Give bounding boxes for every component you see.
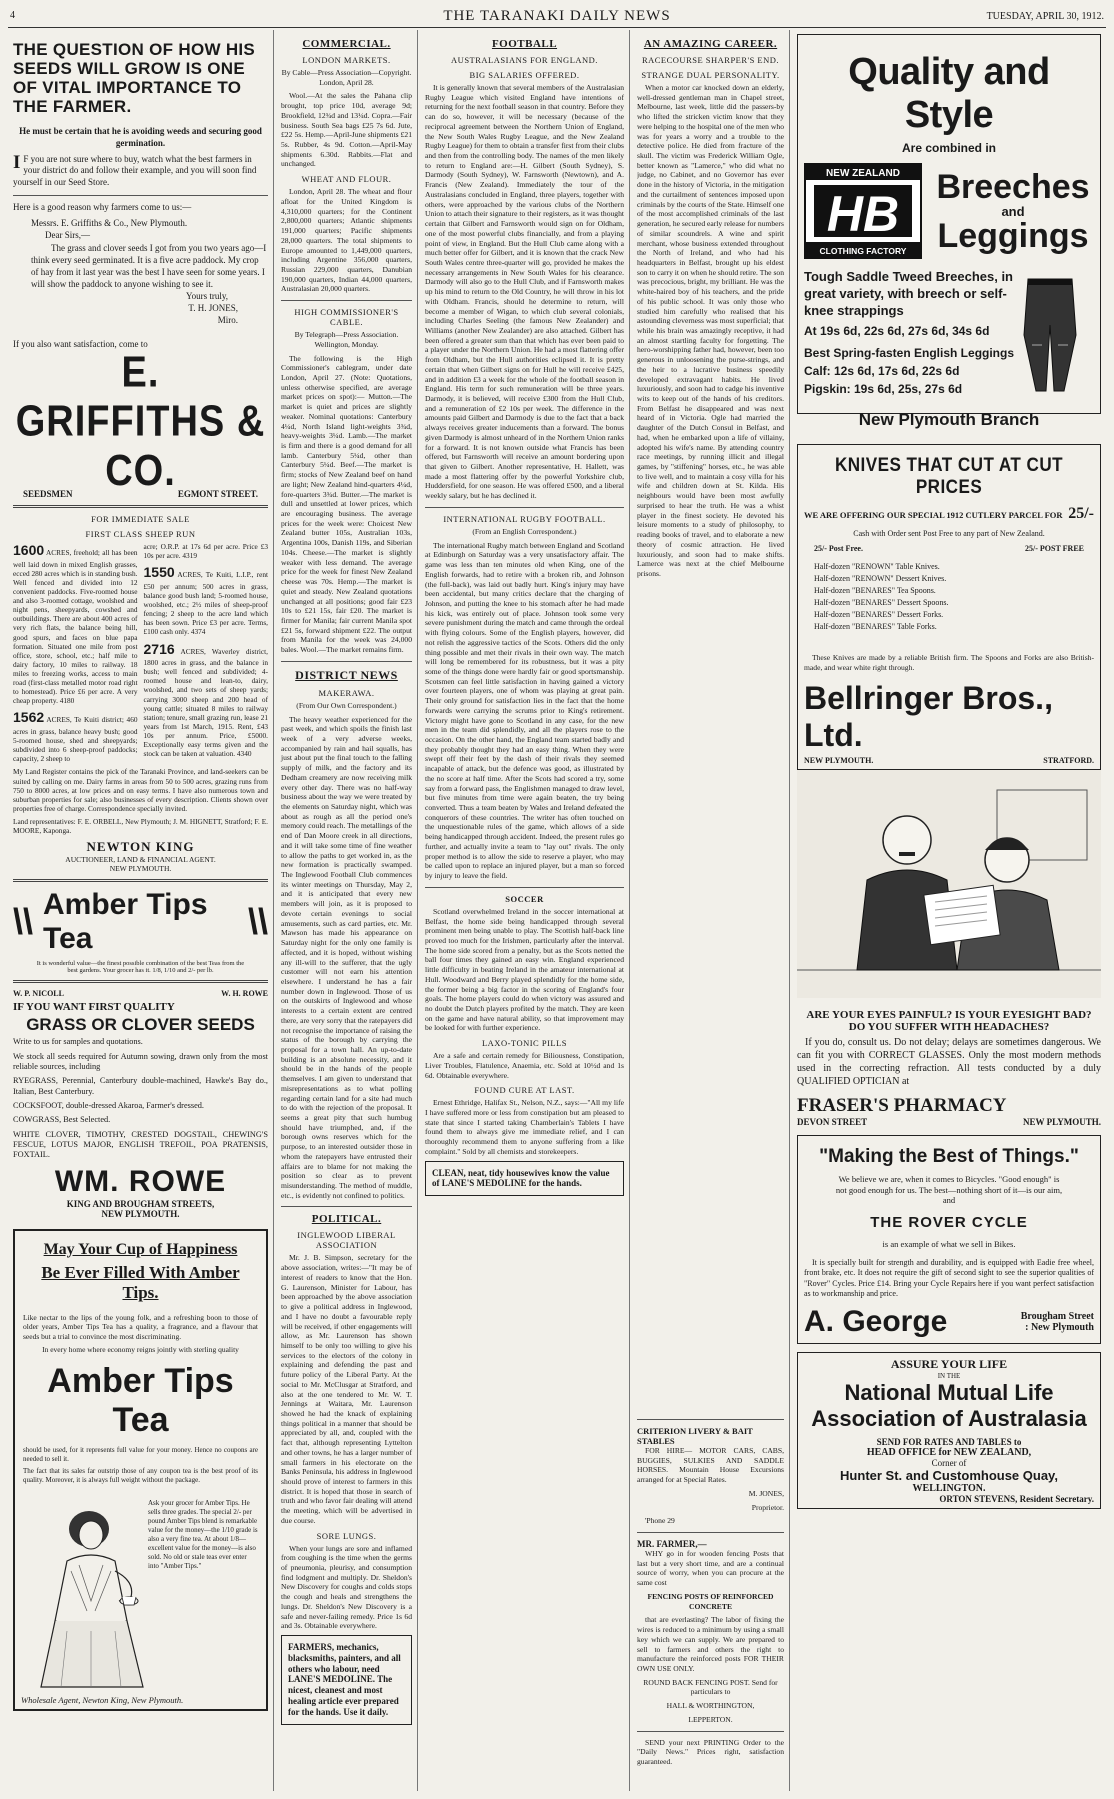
farmer-text3: ROUND BACK FENCING POST. Send for particulars to (643, 1677, 778, 1697)
clean-advert: CLEAN, neat, tidy housewives know the value of LANE'S MEDOLINE for the hands. (425, 1161, 624, 1197)
woman-with-teacup-illustration (27, 1501, 157, 1691)
amber-tips-sub: It is wonderful value—the finest possible combination of the best Teas from the best gardens. Your grocer has it. 1/8, 1/10 and 2/- per lb. (36, 960, 245, 975)
commercial-heading: COMMERCIAL. (302, 38, 391, 50)
sharper-heading: RACECOURSE SHARPER'S END. (641, 55, 780, 65)
makerawa-by: (From Our Own Correspondent.) (296, 700, 397, 710)
farmer-heading: MR. FARMER,— (637, 1539, 707, 1550)
griffiths-name: E. GRIFFITHS & CO. (15, 348, 266, 496)
land-reps: Land representatives: F. E. ORBELL, New Plymouth; J. M. HIGNETT, Stratford; F. E. MOORE, Kaponga. (13, 816, 268, 836)
australasians-heading: AUSTRALASIANS FOR ENGLAND. (451, 55, 598, 65)
in-the: IN THE (937, 1372, 961, 1381)
orton-stevens: ORTON STEVENS, Resident Secretary. (939, 1493, 1094, 1504)
hb-advert (797, 34, 1101, 429)
salaries-heading: BIG SALARIES OFFERED. (469, 70, 580, 80)
knives-cash: Cash with Order sent Post Free to any part of New Zealand. (853, 529, 1045, 538)
issue-date: TUESDAY, APRIL 30, 1912. (986, 11, 1104, 22)
hunter-st: Hunter St. and Customhouse Quay, (840, 1467, 1058, 1483)
assure-heading: ASSURE YOUR LIFE (890, 1357, 1008, 1372)
nmla-name-1: National Mutual Life (844, 1380, 1054, 1406)
hb-logo-icon (804, 163, 922, 259)
career-heading: AN AMAZING CAREER. (643, 38, 778, 50)
listing: 1562 ACRES, Te Kuiti district; 460 acres in grass, balance heavy bush; good 5-roomed house, shed and sheepyards; subdivided into 6 sheep-proof paddocks; capacity, 2 sheep to (13, 709, 138, 764)
farmer-text: WHY go in for wooden fencing Posts that last but a very short time, and are a continual source of worry, when you can procure at the same cost (637, 1549, 784, 1588)
makerawa-heading: MAKERAWA. (318, 687, 375, 698)
grass-line: COWGRASS, Best Selected. (13, 1115, 111, 1125)
adv-title: Amber Tips Tea (47, 1361, 234, 1439)
political-heading: POLITICAL. (311, 1213, 382, 1226)
amber-tips-advert (13, 1229, 268, 1711)
london-markets-by: By Cable—Press Association—Copyright. London, April 28. (281, 68, 412, 87)
breeches-leggings: Breeches and Leggings (936, 167, 1090, 255)
land-register: My Land Register contains the pick of the Taranaki Province, and land-seekers can be suited by calling on me. Dairy farms in areas from 50 to 500 acres, grazing runs from 750 to 8000 acres, at low prices and on easy terms. I have also numerous town and suburban properties for sale; also businesses of every description. Clients shown over properties free of charge. Correspondence specially invited. (13, 767, 268, 813)
london-markets-text: Wool.—At the sales the Pahana clip brought, top price 10d, average 9d; Brookfield, 12¾d and 13¼d. Copra.—Fair business. South Sea bags £25 7s 6d. Jute, £22 5s. Hemp.—April-June shipments £21 5s. Rubber, 4s 9d. Cotton.—April-May shipments 6.30d. Rabbits.—Flat and unchanged. (281, 91, 412, 169)
farmer-text2: that are everlasting? The labor of fixing the wires is reduced to a minimum by using a small key which we can supply. We are prepared to sell to farmers and others the right to manufacture the reinforced posts FOR THEIR OWN USE ONLY. (637, 1615, 784, 1673)
nmla-name-2: Association of Australasia (811, 1406, 1087, 1432)
sore-lungs-heading: SORE LUNGS. (316, 1530, 377, 1541)
soccer-text: Scotland overwhelmed Ireland in the soccer international at Belfast, the home side being handicapped through several prominent men being unable to play. The Scottish half-back line proved too much for the Irishmen, particularly after the interval. The home side scored from a penalty, but as the Scots netted the ball four times they gained an easy win. England experienced little difficulty in beating Ireland in the amateur international at Hull. Woodward and Berry played splendidly for the home side, the former being a big factor in the scoring of England's four goals. The home players could do when victory was assured and no doubt the Dutch players profited by the match. They are keen on the game and have natural ability, so that improvement may be looked for with further experience. (425, 906, 624, 1033)
drop-cap: I (13, 151, 21, 173)
football-heading: FOOTBALL (491, 38, 558, 50)
slash-ornament-right: \\ (247, 901, 268, 943)
rover-advert (797, 1135, 1101, 1344)
liberal-heading: INGLEWOOD LIBERAL ASSOCIATION (297, 1230, 396, 1251)
mbt-heading: "Making the Best of Things." (819, 1145, 1079, 1167)
mbt-text: We believe we are, when it comes to Bicycles. "Good enough" is not good enough for us. The best—nothing short of it—is our aim, and (835, 1173, 1063, 1206)
found-cure-text: Ernest Ethridge, Halifax St., Nelson, N.Z., says:—"All my life I have suffered more or less from constipation but am pleased to state that since I started taking Chamberlain's Tablets I have found them to always give me immediate relief, and I can thoroughly recommend them to anyone suffering from a like complaint." Sold by all chemists and storekeepers. (425, 1098, 624, 1156)
criterion-role: Proprietor. (751, 1502, 784, 1512)
column-3 (420, 30, 630, 1791)
adv-heading-1: May Your Cup of Happiness (43, 1240, 238, 1258)
tweed-prices: At 19s 6d, 22s 6d, 27s 6d, 34s 6d (804, 323, 990, 338)
newspaper-title: THE TARANAKI DAILY NEWS (443, 8, 671, 24)
adv-body: Like nectar to the lips of the young folk, and a refreshing boon to those of older years, Amber Tips Tea has a quality, a fragrance, and a flavour that seeds but a trial to convince the most discriminating. (23, 1312, 258, 1341)
seeds-p1: He must be certain that he is avoiding weeds and securing good germination. (19, 126, 262, 148)
column-1 (8, 30, 274, 1791)
agent-title: AUCTIONEER, LAND & FINANCIAL AGENT. (65, 855, 216, 865)
knives-note: These Knives are made by a reliable British firm. The Spoons and Forks are also British-made, and wear white right through. (804, 653, 1094, 672)
land-listings (13, 542, 268, 767)
corner-of: Corner of (931, 1457, 967, 1468)
wheat-text: London, April 28. The wheat and flour afloat for the United Kingdom is 4,310,000 quarters; for the Continent 2,800,000 quarters; Atlantic shipments 191,000 quarters; Pacific shipments 28,000 quarters. The total shipments to Europe amounted to 1,449,000 quarters, including Argentine 356,000 quarters, Russian 229,000 quarters, Danubian 190,000 quarters, Indian 44,000 quarters, Australasian 20,000 quarters. (281, 187, 412, 294)
adv-side: Ask your grocer for Amber Tips. He sells three grades. The special 2/- per pound Amber Tips blend is remarkable value for the money—the 1/10 grade is also a very fine tea. At about 1/8—excellent value for the money—is also sold. No old or stale teas ever enter into "Amber Tips." (148, 1498, 258, 1571)
knives-advert (797, 444, 1101, 770)
calf-prices: Calf: 12s 6d, 17s 6d, 22s 6d (804, 363, 960, 378)
printing-ad: SEND your next PRINTING Order to the "Daily News." Prices right, satisfaction guaranteed. (637, 1737, 784, 1766)
george-address-2: : New Plymouth (1025, 1322, 1094, 1334)
commissioner-heading: HIGH COMMISSIONER'S CABLE. (294, 307, 399, 328)
liberal-text: Mr. J. B. Simpson, secretary for the above association, writes:—"It may be of interest of readers to know that the Hon. G. Laurenson, Minister for Labour, has been approached by the above association to give a political address in Inglewood, and I have no doubt a favourable reply will be received, if other engagements will allow, as Mr. Laurenson has shown himself to be only too willing to give his services to the electors of the colony in explaining and defending the past and future policy of the Liberal Party. At the social to Mr. McClusgar at Stratford, and also at the one tendered to Mr. W. T. Jennings at Waitara, Mr. Laurenson showed he had the knack of explaining things political in a manner that should be appreciated by all, and, coupled with the fact that, although representing Lyttelton and other towns, he has a larger number of small farmers in his electorate on the Banks Peninsula, his address in Inglewood should prove of interest to farmers in this district. It is hoped that those in search of truth and who favor fair dealing will attend the meeting, which will be advertised in due course. (281, 1253, 412, 1525)
seeds-headline: THE QUESTION OF HOW HIS SEEDS WILL GROW IS ONE OF VITAL IMPORTANCE TO THE FARMER. (13, 40, 256, 117)
combined-text: Are combined in (901, 141, 996, 155)
knife-item: Half-dozen "RENOWN" Table Knives. (814, 562, 940, 571)
rover-text2: It is specially built for strength and durability, and is equipped with Eadie free wheel, front brake, etc. It does not require the gift of second sight to see the superior qualities of "Rover" Cycles. Price £14. Bring your Cycle Repairs here if you want perfect satisfaction as to workmanship and price. (804, 1258, 1094, 1298)
commissioner-text: The following is the High Commissioner's cablegram, under date London, April 27. (Note: Quotations, unless otherwise specified, are average market prices on spot):— Mutton.—The market is quiet and prices are slightly weaker. Nominal quotations: Canterbury 4¼d, North Island light-weights 3¾d, heavy-weights 3¼d. Lamb.—The market is firm and there is a good demand for all lamb. Canterbury 5¼d, other than Canterbury 5¼d. Beef.—The market is firm; stocks of New Zealand beef on hand are light; New Zealand hind-quarters 4¼d, fore-quarters 3¾d. Butter.—The market is dull and unsettled at lower prices, which are encouraging business. The average prices for the week were: Choicest New Zealand butter 105s, Australian 103s, Argentina 100s, Danish 119s, and Siberian 104s. Cheese.—The market is slightly weaker with less demand. The average price for the week for finest New Zealand cheese was 70s. Hemp.—The market is quiet and steady. New Zealand quotations unchanged at all positions; good fair £23 10s to £21 15s, fair £20. The market is firmer for Manila; fair current Manila spot £21 5s, forward shipment £22. The output from Manila for the week was 24,000 bales. Wool.—The market remains firm. (281, 353, 412, 655)
column-2 (276, 30, 418, 1791)
listing: 1600 ACRES, freehold; all has been well laid down in mixed English grasses, ecced 280 acres which is in standing bush. Well fenced and divided into 12 convenient paddocks. Five-roomed house and also 3-roomed cottage, woolshed and night pens, sheepyards, cowshed and outbuildings. There are about 400 acres of very rich flats, the balance being hill, good spurs, and faces on blue papa formation. Situated one mile from post office, store, school, etc.; half mile to dairy factory, 10 miles to railway. 18 miles to freezing works, access to main road (first-class metalled motor road right to homestead). Price £6 per acre. A very cheap property. 4180 (13, 542, 138, 706)
hb-top-text: NEW ZEALAND (826, 168, 900, 179)
commissioner-by: By Telegraph—Press Association. Wellington, Monday. (294, 330, 399, 349)
two-men-reading-illustration (797, 770, 1101, 998)
fraser-name: FRASER'S PHARMACY (797, 1094, 1007, 1116)
knives-heading: KNIVES THAT CUT AT CUT PRICES (834, 455, 1064, 498)
knife-item: Half-dozen "BENARES" Table Forks. (814, 622, 937, 631)
grass-line: COCKSFOOT, double-dressed Akaroa, Farmer's dressed. (13, 1100, 204, 1110)
bellringer-places: NEW PLYMOUTH. STRATFORD. (804, 756, 1094, 766)
farmer-sub: FENCING POSTS OF REINFORCED CONCRETE (647, 1591, 774, 1611)
griffiths-address: SEEDSMEN EGMONT STREET. (23, 489, 258, 500)
quality-heading: Quality and Style (848, 51, 1050, 136)
george-address-1: Brougham Street (1020, 1311, 1094, 1323)
knife-item: Half-dozen "BENARES" Tea Spoons. (814, 586, 936, 595)
seeds-p4: If you also want satisfaction, come to (13, 338, 148, 349)
knives-offer: WE ARE OFFERING OUR SPECIAL 1912 CUTLERY PARCEL FOR 25/- (804, 505, 1094, 522)
adv-foot: Wholesale Agent, Newton King, New Plymouth. (21, 1694, 184, 1705)
amber-tips-title: Amber Tips Tea (43, 888, 208, 956)
testimonial-letter: Messrs. E. Griffiths & Co., New Plymouth. Dear Sirs,— The grass and clover seeds I got from you two years ago—I think every seed germinated. It is a five acre paddock. My crop of hay from it last year was the best I have seen for some years. I will show the paddock to anyone wishing to see it. Yours truly, T. H. JONES, Miro. (31, 218, 267, 326)
laxo-heading: LAXO-TONIC PILLS (481, 1038, 568, 1049)
agent-name: NEWTON KING (86, 839, 195, 855)
trousers-icon (1020, 275, 1080, 395)
international-by: (From an English Correspondent.) (472, 526, 577, 536)
george-name: A. George (804, 1305, 948, 1339)
knife-item: Half-dozen "RENOWN" Dessert Knives. (814, 574, 947, 583)
london-markets-heading: LONDON MARKETS. (302, 55, 391, 65)
wheat-heading: WHEAT AND FLOUR. (301, 174, 392, 185)
sale-subheading: FIRST CLASS SHEEP RUN (85, 529, 196, 540)
column-4 (632, 30, 790, 1791)
farmer-place: LEPPERTON. (688, 1714, 733, 1724)
head-office: HEAD OFFICE for NEW ZEALAND, (866, 1446, 1032, 1458)
criterion-name: M. JONES, (748, 1488, 784, 1498)
international-heading: INTERNATIONAL RUGBY FOOTBALL. (443, 513, 606, 524)
seeds-p2: I F you are not sure where to buy, watch what the best farmers in your district do and follow their example, and you will soon find yourself in our Seed Store. (13, 151, 257, 187)
dual-heading: STRANGE DUAL PERSONALITY. (641, 70, 780, 80)
fraser-address: DEVON STREET NEW PLYMOUTH. (797, 1116, 1101, 1127)
bellringer-name: Bellringer Bros., Ltd. (804, 680, 1053, 754)
australasians-text: It is generally known that several members of the Australasian Rugby League which visited England have intentions of returning for the next football season in that country. Before they can do so, however, it will be necessary (because of the reciprocal agreement between the Northern Union of England, the New South Wales Rugby League, and the New Zealand Rugby League) for them to obtain a transfer first from their clubs and then from the controlling body. The names of the men likely to return to England are:—H. Gilbert (South Sydney), S. Darmody (South Sydney), W. Farnsworth (Newtown), and A. Francis (New Zealand). Immediately the tour of the Australasians concluded in England, three players, together with others, were approached by the various clubs of the Northern Union to attach their signature to their registers, as it was thought certain that Gilbert and Farnsworth would sign on for Oldham, one of the most powerful clubs financially, and from a playing point of view, in England. But the Hull Club came along with a much better offer for Gilbert, and it is known that the crack New South Wales centre three-quarter will go, provided he makes the necessary arrangements in New South Wales for his clearance. Darmody will also go to the Hull Club, and if Farnsworth makes up his mind to return to the Old Country, he will throw in his lot with Oldham. Francis, should he determine to return, will become a member of Wigan, to which club several colonials, including Charles Seeling (the famous New Zealander) and Williams (another New Zealander) are also attached. Gilbert has been offered a greater sum than that which has ever been paid to a player under the Northern Union. He had a most flattering offer from Oldham, but the Hull authorities eclipsed it. It is pretty certain that when Gilbert signs on for Hull he will receive £425, and in addition £3 a week for the whole of the football season in England. His term for such remuneration will be three years. Darmody, it is believed, will receive £300 from the Hull Club, and a remuneration of £2 10s per week. The difference in the amounts paid Gilbert and Darmody is due to the fact that a back always receives greater inducements than a forward. The bonus given Darmody is almost unheard of in the Northern Union ranks for a forward. It is not known outside what Francis has been offered, but Farnsworth will receive an amount bordering upon that given to Gilbert. Another representative, H. Hallett, was made a most flattering offer by the powerful Yorkshire club, Huddersfield, for one season. He was offered £500, and a liberal weekly salary, but he has declined it. (425, 83, 624, 501)
tweed-text: Tough Saddle Tweed Breeches, in great variety, with breech or self-knee strappings (804, 269, 1014, 318)
branch-name: New Plymouth Branch (858, 409, 1040, 429)
medoline-advert: FARMERS, mechanics, blacksmiths, painters, and all others who labour, need LANE'S MEDOLINE. The nicest, cleanest and most healing article ever prepared for the hands. Use it daily. (281, 1635, 412, 1725)
sore-lungs-text: When your lungs are sore and inflamed from coughing is the time when the germs of pneumonia, pleurisy, and consumption find lodgment and multiply. Dr. Sheldon's New Discovery for coughs and colds stops the cough and heals and strengthens the lungs. Dr. Sheldon's New Discovery is a safe and never-failing remedy. Price 1s 6d and 3s. Obtainable everywhere. (281, 1543, 412, 1631)
rowe-addr2: NEW PLYMOUTH. (101, 1208, 180, 1219)
listing: 2716 ACRES, Waverley district, 1800 acres in grass, and the balance in bush; well fenced and subdivided; 4-roomed house and lean-to, dairy, woolshed, and two sets of sheep yards; carrying 3000 sheep and 200 head of young cattle; situated 8 miles to railway station; tenure, small grazing run, lease 21 years from 1st March, 1915. Rent, £43 10s per annum. Price, £5000. Exceptionally easy terms given and the stock can be taken at valuation. 4340 (143, 640, 268, 759)
listing-extra: acre; O.R.P. at 17s 6d per acre. Price £3 10s per acre. 4319 (143, 542, 268, 561)
criterion-text: FOR HIRE— MOTOR CARS, CABS, BUGGIES, SULKIES AND SADDLE HORSES. Mountain House Excursions arranged for at Special Rates. (637, 1446, 784, 1485)
criterion-phone: 'Phone 29 (645, 1516, 675, 1526)
page-number: 4 (10, 10, 15, 21)
agent-place: NEW PLYMOUTH. (109, 864, 172, 874)
career-text: When a motor car knocked down an elderly, well-dressed gentleman man in Chapel street, Melbourne, last week, little did the passers-by who lifted the stricken victim know that they were helping to the hospital one of the men who was for years a worry and a trouble to the detective police. He died from fracture of the skull. The victim was Frederick William Ogle, better known as "Lamerce," who did what no judge, no Cabinet, and no Governor has ever done in the history of Victoria, in the mitigation and the curtailment of sentences imposed upon criminals by the courts of the State. Himself one of the most accomplished criminals of the last generation, he secured early release for numbers of similar scoundrels. A wine and spirit merchant, whose business extended throughout the North of Ireland, and who had his headquarters in Belfast, brought up his eldest son to carry it on when he should retire. The son was precocious, bright, my brilliant. He was the white-haired boy of his teachers, and the pride of his public school. It was only those who studied him carefully who realised that his astounding cleverness was most superficial; that while his brain was amazingly receptive, it had an almost startling faculty for forgetting. The hero-worshipping father had, however, been too generous in unloosening the purse-strings, and the heir to a lucrative business speedily developed extravagant habits. He lived luxuriously, and soon had to cadge his inventive wits to keep out of the hands of his creditors. From Belfast he disappeared and was next heard of in Victoria. Ogle had married the daughter of the Dutch Consul in Belfast, and had, when he embarked upon a life of villainy, adopted his wife's name. By attending country race meetings, by running illicit and illegal games, by "stiffening" horses, etc., he was able to live well, and to maintain a cosy villa for his wife and children down at St. Kilda. His neighbours would have been most awfully surprised to hear the truth. He was a whist player in the finest society. He devoted his leisure moments to a study of philosophy, to reading books of travel, and to elaborate a new theory of cosmic attraction. He lived luxuriously, and soon had to make shifts. Lamerce was next at the chief Melbourne prisons. (637, 83, 784, 578)
knives-list (814, 561, 1094, 633)
eyes-text: If you do, consult us. Do not delay; delays are sometimes dangerous. We can fit you with CORRECT GLASSES. Only the most modern methods used in the correcting refraction. All tests conducted by a duly QUALIFIED OPTICIAN at (797, 1037, 1101, 1087)
seeds-p3: Here is a good reason why farmers come to us:— (13, 201, 192, 212)
grass-line: RYEGRASS, Perennial, Canterbury double-machined, Hawke's Bay do., Italian, Best Canterbury. (13, 1076, 268, 1096)
hb-mid-text: HB (826, 186, 900, 242)
want-heading: IF YOU WANT FIRST QUALITY (13, 1001, 175, 1014)
farmer-name: HALL & WORTHINGTON, (666, 1701, 755, 1711)
george-row (804, 1305, 1094, 1339)
found-cure-heading: FOUND CURE AT LAST. (474, 1085, 575, 1096)
wellington: WELLINGTON. (912, 1482, 986, 1494)
knife-item: Half-dozen "BENARES" Dessert Forks. (814, 610, 944, 619)
adv-body2: In every home where economy reigns jointly with sterling quality (42, 1344, 239, 1354)
knives-post: 25/- Post Free. 25/- POST FREE (814, 544, 1084, 553)
rover-heading: THE ROVER CYCLE (870, 1214, 1028, 1232)
sale-heading: FOR IMMEDIATE SALE (91, 514, 190, 525)
adv-body3: should be used, for it represents full value for your money. Hence no coupons are needed to sell it. (23, 1445, 258, 1463)
criterion-heading: CRITERION LIVERY & BAIT STABLES (637, 1426, 753, 1446)
laxo-text: Are a safe and certain remedy for Biliousness, Constipation, Liver Troubles, Flatulence, Anaemia, etc. Sold at 10½d and 1s 6d. Obtainable everywhere. (425, 1051, 624, 1080)
listing: 1550 ACRES, Te Kuiti, L.I.P., rent £50 per annum; 500 acres in grass, balance good bush land; 5-roomed house, woolshed, etc.; 2½ miles of sheep-proof fencing; 2 sheep to the acre land which has been sown. Price £3 per acre. Terms, £100 cash only. 4374 (143, 564, 269, 637)
grass-line: Write to us for samples and quotations. (13, 1037, 143, 1047)
adv-body4: The fact that its sales far outstrip those of any coupon tea is the best proof of its quality. Moreover, it is always full weight without the package. (23, 1467, 258, 1485)
slash-ornament-left: \\ (13, 901, 34, 943)
nicoll-rowe: W. P. NICOLL W. H. ROWE (13, 989, 268, 999)
column-5 (792, 30, 1106, 1791)
pigskin-prices: Pigskin: 19s 6d, 25s, 27s 6d (804, 381, 963, 396)
knife-item: Half-dozen "BENARES" Dessert Spoons. (814, 598, 949, 607)
eyes-heading: ARE YOUR EYES PAINFUL? IS YOUR EYESIGHT BAD? DO YOU SUFFER WITH HEADACHES? (806, 1009, 1092, 1034)
rover-text: is an example of what we sell in Bikes. (882, 1239, 1016, 1250)
adv-heading-2: Be Ever Filled With Amber Tips. (41, 1262, 240, 1302)
amber-tips-banner (13, 888, 268, 956)
international-text: The international Rugby match between England and Scotland at Edinburgh on Saturday was a very unsatisfactory affair. The game was less than ten minutes old when King, one of the English forwards, had to retire with a broken rib, and Johnson (the full-back), was laid out badly hurt. King's injury may have been accidental, but many critics declare that the charging of Johnson, and putting the knee to his stomach after he had made his kick, was entirely out of place. Johnson took some very severe punishment during the match and came through the ordeal with flying colours. Some of the English players, however, did not relish the aggressive tactics of the Scots. Others did the only thing possible and met their rivals in their own way. The match will long be remembered for its robustness, but it was a pity some of the things done were hardly fair or good sportsmanship. Scotsmen can feel little satisfaction in having gained a victory over fourteen players, one of whom was playing at great pain. Their only ground for satisfaction lies in the fact that the home forwards were carrying the scrums prior to King's retirement. Victory might have gone to Scotland in any case, for the new men in the team did splendidly, and all the players rose to the occasion. On the other hand, the England team started badly and they probably thought they had an easy thing. When they were swept off their feet by the dash of their rivals they seemed incapable of attack, but the defence was good, as illustrated by the no score at half time. After the Scots had scored a try, some say from a forward pass, the Englishmen managed to draw level, but five minutes from time were again beaten, the try being converted. Thus a team beaten by Wales and Ireland defeated the conquerors of these countries. The writer has often touched on the unquestionable rules of the game, which allows of a side being handicapped through accident. Indeed, the present rules go further, and actually invite a team to "lay out" rivals. The only proper method is to allow the side to reserve a player, who may be called upon to replace an injured player, but a man so forced by injury to leave the field. (425, 540, 624, 881)
send-rates: SEND FOR RATES AND TABLES to (876, 1436, 1022, 1447)
masthead (8, 6, 1106, 28)
rowe-addr1: KING AND BROUGHAM STREETS, (66, 1198, 215, 1209)
rowe-name: WM. ROWE (54, 1164, 227, 1198)
grass-line: WHITE CLOVER, TIMOTHY, CRESTED DOGSTAIL, CHEWING'S FESCUE, LOTUS MAJOR, ENGLISH TREFOIL, POA PRATENSIS, FOXTAIL. (13, 1129, 268, 1160)
district-news-heading: DISTRICT NEWS (295, 667, 398, 682)
nmla-advert (797, 1352, 1101, 1509)
spring-text: Best Spring-fasten English Leggings (804, 345, 1015, 360)
makerawa-text: The heavy weather experienced for the past week, and which spoils the finish last week of a very adverse weeks, accompanied by rain and hail squalls, has just about put the final touch to the falling supply of milk, and the factory and its Dedham creamery are now receiving milk every other day. There was no half-way business about the way we were treated by the elements on Saturday night, which was about as rough as all the period one's memory could reach. The metallings of the end of Dan Moore creek in all directions, and it will take some time of fine weather to allow the paths to get worked in, as the new formation is practically swamped. The Inglewood Football Club commences its winter meetings on Thursday, May 2, and it is anticipated that every new members will join, as it is proposed to devote certain evenings to social amusements, such as card parties, etc. Mr. Mawson has made his appearance on Saturday night for the only one family is affected, and it is hoped, without wishing any ill-will to the sufferer, that the ugly customer will not earn his attention elsewhere. I understand he has a fair number down in Inglewood. Those of us on the outskirts of Inglewood and whose interests to a certain extent are centred there, are very sorry that the ratepayers did not recognise the importance of raising the status of the borough by carrying the proposal for a town hall. An up-to-date building is an absolute necessity, and it should be in the hands of the people themselves. I am given to understand that misrepresentations as to what polling regarding certain land for a site had much to do with the rejection of the proposal. It seems a great pity that such humbug should have triumphed, and, if the borough owns reserves which for the purpose, to an interested outsider those in whom the ratepayers have entrusted their affairs are to blame for not making the position so clear as to prevent misunderstanding. The method of muddle, etc., is evidently not confined to politics. (281, 714, 412, 1200)
soccer-heading: SOCCER (505, 893, 544, 904)
hb-bot-text: CLOTHING FACTORY (819, 246, 907, 256)
grass-heading: GRASS OR CLOVER SEEDS (26, 1015, 255, 1035)
grass-line: We stock all seeds required for Autumn sowing, drawn only from the most reliable sources, including (13, 1051, 268, 1071)
